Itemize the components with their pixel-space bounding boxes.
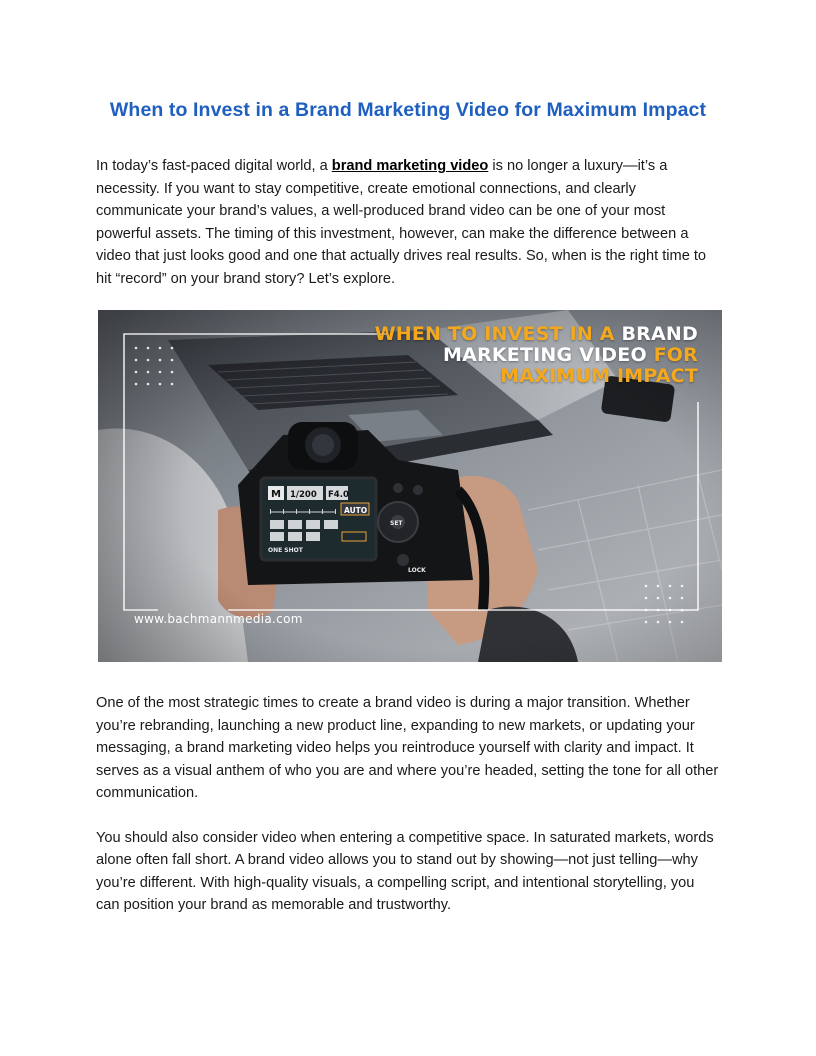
intro-paragraph xyxy=(96,155,720,290)
hero-headline-line-3 xyxy=(375,366,698,387)
hero-headline-line-2 xyxy=(375,345,698,366)
headline-line3-accent: MAXIMUM IMPACT xyxy=(500,365,698,387)
hero-headline-line-1 xyxy=(375,324,698,345)
body-paragraph-transition: One of the most strategic times to create a brand video is during a major transition. Whether you’re rebranding, launching a new product line, expanding to new markets, or updating your messaging, a brand marketing video helps you reintroduce yourself with clarity and impact. It serves as a visual anthem of who you are and where you’re headed, setting the tone for all other communication. xyxy=(96,695,719,801)
body-paragraph-competitive: You should also consider video when entering a competitive space. In saturated markets, words alone often fall short. A brand video allows you to stand out by showing—not just telling—why you’re different. With high-quality visuals, a compelling script, and intentional storytelling, you can position your brand as memorable and trustworthy. xyxy=(96,829,714,913)
headline-line2-accent: FOR xyxy=(653,344,698,366)
hero-website-url: www.bachmannmedia.com xyxy=(134,612,303,626)
hero-headline xyxy=(375,324,698,387)
headline-line1-accent: WHEN TO INVEST IN A xyxy=(374,323,615,345)
headline-line1-rest: BRAND xyxy=(614,323,698,345)
hero-image xyxy=(98,310,722,662)
intro-text-before: In today’s fast-paced digital world, a xyxy=(96,158,332,174)
intro-text-after: is no longer a luxury—it’s a necessity. If you want to stay competitive, create emotional connections, and clearly communicate your brand’s values, a well-produced brand video can be one of your most powerful assets. The timing of this investment, however, can make the difference between a video that just looks good and one that actually drives real results. So, when is the right time to hit “record” on your brand story? Let’s explore. xyxy=(96,158,707,287)
document-page xyxy=(96,96,720,917)
headline-line2-rest: MARKETING VIDEO xyxy=(443,344,654,366)
brand-marketing-video-link[interactable]: brand marketing video xyxy=(331,158,489,174)
article-title: When to Invest in a Brand Marketing Video for Maximum Impact xyxy=(109,99,707,121)
